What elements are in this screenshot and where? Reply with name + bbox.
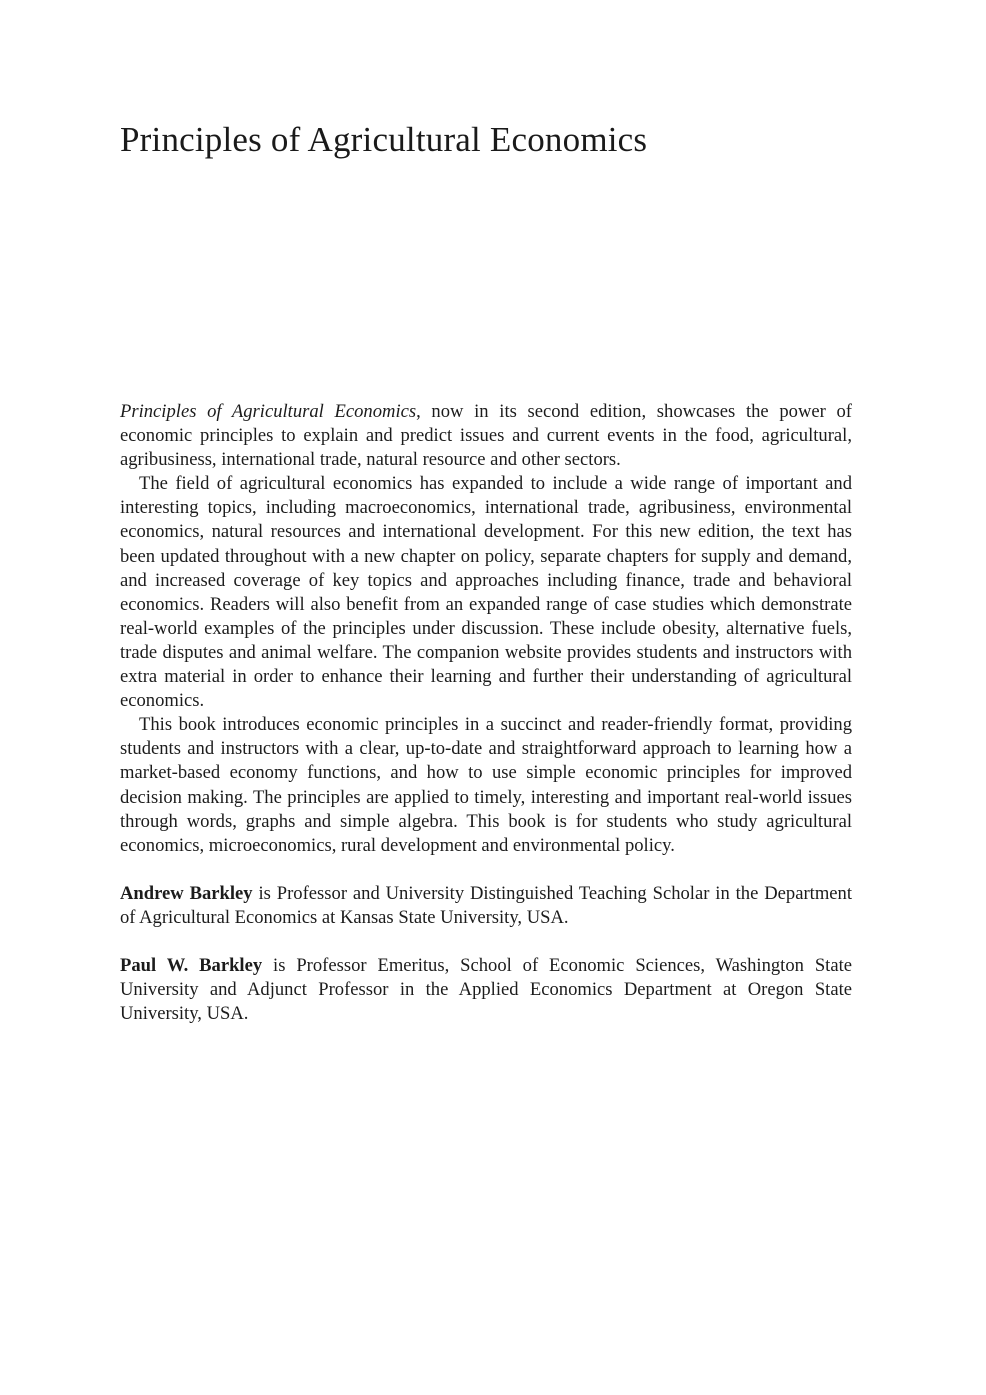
description-paragraph-2: The field of agricultural economics has expanded to include a wide range of important and interesting topics, including macroeconomics, international trade, agribusiness, environmental economics, natural resources and international development. For this new edition, the text has been updated throughout with a new chapter on policy, separate chapters for supply and demand, and increased coverage of key topics and approaches including finance, trade and behavioral economics. Readers will also benefit from an expanded range of case studies which demonstrate real-world examples of the principles under discussion. These include obesity, alternative fuels, trade disputes and animal welfare. The companion website provides students and instructors with extra material in order to enhance their learning and further their understanding of agricultural economics. [120,473,852,712]
book-description [120,400,852,1026]
author-bio-text-2: is Professor Emeritus, School of Economic Sciences, Washington State University and Adjunct Professor in the Applied Economics Department at Oregon State University, USA. [120,954,852,1025]
description-paragraph-3: This book introduces economic principles in a succinct and reader-friendly format, providing students and instructors with a clear, up-to-date and straightforward approach to learning how a market-based economy functions, and how to use simple economic principles for improved decision making. The principles are applied to timely, interesting and important real-world issues through words, graphs and simple algebra. This book is for students who study agricultural economics, microeconomics, rural development and environmental policy. [120,714,852,856]
page-title: Principles of Agricultural Economics [120,120,648,159]
author-bio-text-1: is Professor and University Distinguished Teaching Scholar in the Department of Agricultural Economics at Kansas State University, USA. [120,882,852,928]
author-name-2: Paul W. Barkley [120,954,263,976]
author-bio-1 [120,882,852,930]
author-name-1: Andrew Barkley [120,882,253,904]
description-paragraph-1-text: , now in its second edition, showcases the power of economic principles to explain and predict issues and current events in the food, agricultural, agribusiness, international trade, natural resource and other sectors. [120,401,852,471]
book-title-italic: Principles of Agricultural Economics [120,401,417,422]
author-bio-2 [120,954,852,1026]
description-paragraph-1 [120,400,852,472]
